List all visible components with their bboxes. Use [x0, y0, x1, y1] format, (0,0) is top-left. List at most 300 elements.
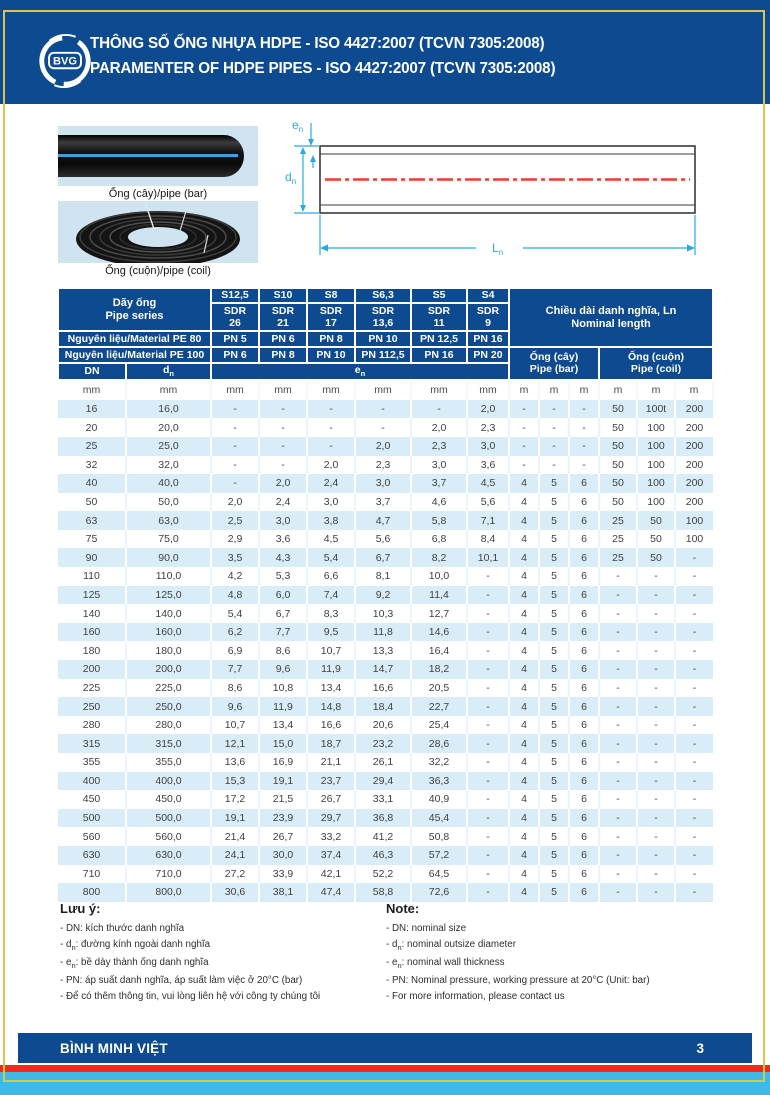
table-cell: 2,0: [211, 493, 259, 512]
table-cell: 100: [675, 511, 713, 530]
table-cell: 100: [637, 456, 675, 475]
table-cell: 100: [675, 530, 713, 549]
table-cell: 7,7: [259, 623, 307, 642]
table-cell: -: [675, 697, 713, 716]
unit-cell: m: [599, 380, 637, 400]
s-col-header: S4: [467, 288, 509, 303]
table-cell: 4: [509, 586, 539, 605]
table-cell: 13,4: [307, 679, 355, 698]
dn-symbol-header: $d_n$: [126, 363, 211, 380]
table-cell: -: [569, 456, 599, 475]
table-cell: 18,7: [307, 734, 355, 753]
unit-cell: m: [569, 380, 599, 400]
table-cell: 200: [675, 456, 713, 475]
table-cell: 32,0: [126, 456, 211, 475]
table-cell: 50: [637, 548, 675, 567]
table-cell: 16,0: [126, 400, 211, 419]
table-cell: -: [637, 790, 675, 809]
table-cell: 11,9: [307, 660, 355, 679]
table-cell: 4: [509, 734, 539, 753]
table-cell: 24,1: [211, 846, 259, 865]
table-cell: 3,6: [467, 456, 509, 475]
pipe-bar-caption: Ống (cây)/pipe (bar): [108, 188, 208, 200]
table-cell: -: [637, 586, 675, 605]
table-cell: 33,1: [355, 790, 411, 809]
table-cell: 6: [569, 493, 599, 512]
table-cell: -: [637, 567, 675, 586]
table-cell: -: [599, 641, 637, 660]
table-cell: 5,8: [411, 511, 467, 530]
table-cell: 200: [675, 493, 713, 512]
table-cell: -: [467, 697, 509, 716]
table-cell: 25: [599, 548, 637, 567]
table-cell: -: [599, 623, 637, 642]
table-cell: -: [509, 456, 539, 475]
table-row: [58, 567, 713, 586]
table-cell: 6: [569, 511, 599, 530]
header-band: [0, 0, 770, 104]
table-cell: 4: [509, 865, 539, 884]
table-cell: -: [637, 846, 675, 865]
table-cell: -: [509, 418, 539, 437]
table-cell: 63: [58, 511, 126, 530]
table-cell: 8,1: [355, 567, 411, 586]
table-cell: -: [599, 827, 637, 846]
table-cell: 100: [637, 493, 675, 512]
table-cell: 5: [539, 697, 569, 716]
series-header: Dãy ống Pipe series: [58, 288, 211, 331]
table-cell: 58,8: [355, 883, 411, 902]
table-cell: 5: [539, 548, 569, 567]
table-cell: 36,3: [411, 772, 467, 791]
table-cell: -: [539, 400, 569, 419]
pn-cell: PN 6: [211, 347, 259, 363]
table-cell: 400,0: [126, 772, 211, 791]
table-cell: -: [675, 734, 713, 753]
table-cell: 2,0: [411, 418, 467, 437]
table-cell: 250,0: [126, 697, 211, 716]
pipe-blue-stripe: [58, 154, 238, 157]
table-cell: -: [637, 679, 675, 698]
table-cell: -: [569, 400, 599, 419]
table-cell: -: [509, 400, 539, 419]
table-cell: 10,7: [307, 641, 355, 660]
pe80-label: Nguyên liệu/Material PE 80: [58, 331, 211, 347]
table-row: [58, 809, 713, 828]
table-cell: 26,7: [259, 827, 307, 846]
table-cell: -: [467, 716, 509, 735]
table-cell: 225: [58, 679, 126, 698]
table-cell: 28,6: [411, 734, 467, 753]
table-cell: 125,0: [126, 586, 211, 605]
table-cell: -: [675, 753, 713, 772]
table-row: [58, 548, 713, 567]
table-cell: 4: [509, 753, 539, 772]
table-cell: 355,0: [126, 753, 211, 772]
table-cell: 5: [539, 660, 569, 679]
table-cell: 6: [569, 865, 599, 884]
table-row: [58, 753, 713, 772]
table-cell: 47,4: [307, 883, 355, 902]
notes-vi-title: Lưu ý:: [60, 901, 101, 916]
table-cell: 5,6: [467, 493, 509, 512]
table-cell: -: [675, 679, 713, 698]
length-header: Chiều dài danh nghĩa, Ln Nominal length: [509, 288, 713, 347]
table-cell: 6: [569, 548, 599, 567]
table-cell: 21,1: [307, 753, 355, 772]
table-cell: 2,3: [355, 456, 411, 475]
table-cell: -: [307, 418, 355, 437]
table-cell: 4: [509, 660, 539, 679]
pn-cell: PN 16: [411, 347, 467, 363]
table-cell: 20: [58, 418, 126, 437]
table-cell: 400: [58, 772, 126, 791]
footer-cyan-stripe: [0, 1072, 770, 1095]
unit-cell: mm: [126, 380, 211, 400]
table-cell: -: [467, 883, 509, 902]
table-cell: 6,2: [211, 623, 259, 642]
table-cell: 9,2: [355, 586, 411, 605]
table-cell: 40: [58, 474, 126, 493]
table-cell: 29,7: [307, 809, 355, 828]
diagram-label-en: $e_n$: [292, 118, 304, 134]
note-item: - $d_n$: đường kính ngoài danh nghĩa: [60, 938, 211, 952]
table-cell: 14,6: [411, 623, 467, 642]
table-cell: 41,2: [355, 827, 411, 846]
table-cell: 5: [539, 604, 569, 623]
table-cell: 9,6: [211, 697, 259, 716]
table-cell: 4: [509, 809, 539, 828]
note-item: - $d_n$: nominal outsize diameter: [386, 938, 516, 952]
table-cell: -: [467, 660, 509, 679]
table-cell: 3,6: [259, 530, 307, 549]
table-cell: 12,1: [211, 734, 259, 753]
table-cell: -: [467, 790, 509, 809]
table-cell: 23,7: [307, 772, 355, 791]
table-row: [58, 437, 713, 456]
table-cell: 6: [569, 734, 599, 753]
table-cell: 38,1: [259, 883, 307, 902]
table-cell: 630,0: [126, 846, 211, 865]
table-cell: 6,8: [411, 530, 467, 549]
table-cell: -: [259, 400, 307, 419]
table-cell: 6: [569, 846, 599, 865]
table-row: [58, 474, 713, 493]
table-cell: -: [467, 809, 509, 828]
table-cell: 200: [675, 418, 713, 437]
table-cell: 5: [539, 790, 569, 809]
table-cell: 30,6: [211, 883, 259, 902]
table-cell: -: [599, 586, 637, 605]
unit-cell: mm: [411, 380, 467, 400]
table-row: [58, 790, 713, 809]
table-cell: -: [467, 753, 509, 772]
table-cell: -: [211, 437, 259, 456]
table-cell: 36,8: [355, 809, 411, 828]
table-cell: 50,0: [126, 493, 211, 512]
table-cell: -: [211, 456, 259, 475]
table-cell: 3,0: [307, 493, 355, 512]
table-cell: 450,0: [126, 790, 211, 809]
table-cell: 10,3: [355, 604, 411, 623]
pn-cell: PN 10: [355, 331, 411, 347]
table-cell: -: [467, 567, 509, 586]
pipe-coil-photo: [58, 201, 258, 263]
table-cell: 10,8: [259, 679, 307, 698]
table-cell: -: [355, 400, 411, 419]
table-cell: 800: [58, 883, 126, 902]
table-cell: 33,9: [259, 865, 307, 884]
table-row: [58, 530, 713, 549]
table-cell: 16,6: [355, 679, 411, 698]
table-cell: -: [539, 418, 569, 437]
table-cell: -: [675, 604, 713, 623]
table-row: [58, 734, 713, 753]
table-row: [58, 623, 713, 642]
table-cell: 63,0: [126, 511, 211, 530]
footer-page-number: 3: [696, 1040, 704, 1056]
pipe-coil-caption: Ống (cuộn)/pipe (coil): [105, 265, 211, 277]
unit-cell: m: [675, 380, 713, 400]
table-cell: -: [467, 827, 509, 846]
table-cell: 2,9: [211, 530, 259, 549]
table-cell: -: [467, 846, 509, 865]
diagram-label-dn: $d_n$: [285, 170, 297, 186]
table-cell: -: [637, 734, 675, 753]
table-cell: 500: [58, 809, 126, 828]
notes-en-list: [386, 921, 716, 1004]
table-cell: 560: [58, 827, 126, 846]
footer-red-stripe: [0, 1065, 770, 1072]
table-cell: 6: [569, 660, 599, 679]
table-cell: 100t: [637, 400, 675, 419]
pipe-coil-image: [58, 201, 258, 263]
table-cell: 6: [569, 697, 599, 716]
pipe-dimension-diagram: [280, 115, 720, 285]
table-cell: 32: [58, 456, 126, 475]
table-row: [58, 883, 713, 902]
table-cell: 50: [599, 456, 637, 475]
table-cell: 11,8: [355, 623, 411, 642]
table-cell: 7,1: [467, 511, 509, 530]
table-cell: 3,7: [355, 493, 411, 512]
table-cell: 2,0: [467, 400, 509, 419]
table-cell: -: [259, 456, 307, 475]
table-row: [58, 586, 713, 605]
bar-length-header: Ống (cây) Pipe (bar): [509, 347, 599, 380]
page-title: [90, 31, 555, 81]
table-cell: 6: [569, 716, 599, 735]
table-cell: 19,1: [259, 772, 307, 791]
table-cell: 4: [509, 623, 539, 642]
table-cell: 4,3: [259, 548, 307, 567]
table-cell: 4,2: [211, 567, 259, 586]
table-cell: -: [637, 865, 675, 884]
table-cell: -: [637, 641, 675, 660]
table-cell: 30,0: [259, 846, 307, 865]
table-cell: 20,0: [126, 418, 211, 437]
table-cell: 5: [539, 734, 569, 753]
table-row: [58, 846, 713, 865]
table-cell: 4,7: [355, 511, 411, 530]
table-cell: 21,5: [259, 790, 307, 809]
pn-cell: PN 6: [259, 331, 307, 347]
table-cell: -: [675, 548, 713, 567]
s-col-header: S8: [307, 288, 355, 303]
table-row: [58, 697, 713, 716]
table-cell: -: [675, 623, 713, 642]
unit-cell: m: [539, 380, 569, 400]
table-cell: -: [675, 641, 713, 660]
table-cell: 4: [509, 511, 539, 530]
table-cell: 5: [539, 827, 569, 846]
table-cell: 3,7: [411, 474, 467, 493]
table-cell: 3,5: [211, 548, 259, 567]
table-cell: 3,0: [467, 437, 509, 456]
table-cell: 64,5: [411, 865, 467, 884]
note-item: - Để có thêm thông tin, vui lòng liên hệ với công ty chúng tôi: [60, 990, 321, 1002]
table-cell: 5: [539, 530, 569, 549]
table-cell: -: [467, 604, 509, 623]
table-cell: 2,0: [259, 474, 307, 493]
table-cell: 2,3: [411, 437, 467, 456]
table-cell: 20,5: [411, 679, 467, 698]
table-cell: 6: [569, 530, 599, 549]
table-cell: -: [599, 846, 637, 865]
notes-english: [386, 901, 716, 1004]
table-cell: 4: [509, 679, 539, 698]
table-cell: 5: [539, 586, 569, 605]
table-cell: 5: [539, 846, 569, 865]
table-cell: 200: [675, 400, 713, 419]
sdr-col-header: SDR 11: [411, 303, 467, 331]
table-cell: 6: [569, 604, 599, 623]
table-cell: 710,0: [126, 865, 211, 884]
table-cell: 5,4: [307, 548, 355, 567]
table-cell: 9,6: [259, 660, 307, 679]
sdr-col-header: SDR 26: [211, 303, 259, 331]
table-cell: -: [675, 827, 713, 846]
table-cell: 5: [539, 493, 569, 512]
sdr-col-header: SDR 13,6: [355, 303, 411, 331]
table-cell: 72,6: [411, 883, 467, 902]
table-cell: 50,8: [411, 827, 467, 846]
table-cell: 25: [599, 530, 637, 549]
footer-bar: [18, 1033, 752, 1063]
table-cell: 6: [569, 809, 599, 828]
unit-cell: mm: [259, 380, 307, 400]
table-cell: 10,1: [467, 548, 509, 567]
table-cell: -: [675, 772, 713, 791]
table-cell: 50: [637, 511, 675, 530]
table-cell: -: [599, 716, 637, 735]
table-cell: 50: [599, 474, 637, 493]
table-cell: 4: [509, 641, 539, 660]
table-cell: 180,0: [126, 641, 211, 660]
table-row: [58, 418, 713, 437]
table-cell: 4,5: [467, 474, 509, 493]
table-cell: 52,2: [355, 865, 411, 884]
table-cell: 100: [637, 474, 675, 493]
table-cell: 75: [58, 530, 126, 549]
table-cell: 200: [675, 474, 713, 493]
table-cell: -: [637, 623, 675, 642]
table-cell: -: [467, 734, 509, 753]
table-cell: 50: [637, 530, 675, 549]
table-cell: 4: [509, 604, 539, 623]
table-cell: 6: [569, 586, 599, 605]
table-row: [58, 400, 713, 419]
unit-cell: mm: [58, 380, 126, 400]
pipe-spec-table: [57, 287, 714, 902]
table-cell: 6: [569, 883, 599, 902]
table-cell: 4: [509, 883, 539, 902]
table-cell: 26,1: [355, 753, 411, 772]
table-cell: 500,0: [126, 809, 211, 828]
units-row: [58, 380, 713, 400]
table-cell: 16,4: [411, 641, 467, 660]
table-cell: 5,4: [211, 604, 259, 623]
table-cell: -: [675, 790, 713, 809]
table-cell: 50: [599, 437, 637, 456]
table-cell: 16,9: [259, 753, 307, 772]
table-cell: 90: [58, 548, 126, 567]
table-cell: 8,6: [259, 641, 307, 660]
sdr-col-header: SDR 9: [467, 303, 509, 331]
table-cell: 4: [509, 474, 539, 493]
table-cell: -: [411, 400, 467, 419]
table-cell: -: [675, 865, 713, 884]
table-cell: 50: [599, 493, 637, 512]
table-cell: 4: [509, 827, 539, 846]
table-row: [58, 679, 713, 698]
table-cell: 6: [569, 567, 599, 586]
table-cell: 5: [539, 772, 569, 791]
table-cell: -: [675, 586, 713, 605]
s-col-header: S6,3: [355, 288, 411, 303]
unit-cell: mm: [211, 380, 259, 400]
table-cell: 19,1: [211, 809, 259, 828]
table-cell: 5: [539, 716, 569, 735]
table-cell: 280,0: [126, 716, 211, 735]
table-cell: 8,3: [307, 604, 355, 623]
table-cell: 450: [58, 790, 126, 809]
unit-cell: mm: [355, 380, 411, 400]
page-title-line2: PARAMENTER OF HDPE PIPES - ISO 4427:2007 (TCVN 7305:2008): [90, 60, 556, 77]
table-cell: -: [599, 772, 637, 791]
table-cell: 200: [675, 437, 713, 456]
table-cell: 4: [509, 790, 539, 809]
pipe-bar-image: [58, 135, 244, 177]
table-cell: -: [467, 772, 509, 791]
table-cell: 7,7: [211, 660, 259, 679]
table-row: [58, 827, 713, 846]
table-row: [58, 511, 713, 530]
table-cell: -: [307, 437, 355, 456]
table-cell: 6,7: [259, 604, 307, 623]
table-cell: 110: [58, 567, 126, 586]
s-col-header: S5: [411, 288, 467, 303]
table-cell: 37,4: [307, 846, 355, 865]
table-cell: 5: [539, 511, 569, 530]
table-cell: 4: [509, 530, 539, 549]
table-cell: 6: [569, 641, 599, 660]
table-cell: 5: [539, 809, 569, 828]
table-cell: 6: [569, 772, 599, 791]
table-cell: 23,9: [259, 809, 307, 828]
table-cell: 5: [539, 641, 569, 660]
table-cell: 16,6: [307, 716, 355, 735]
